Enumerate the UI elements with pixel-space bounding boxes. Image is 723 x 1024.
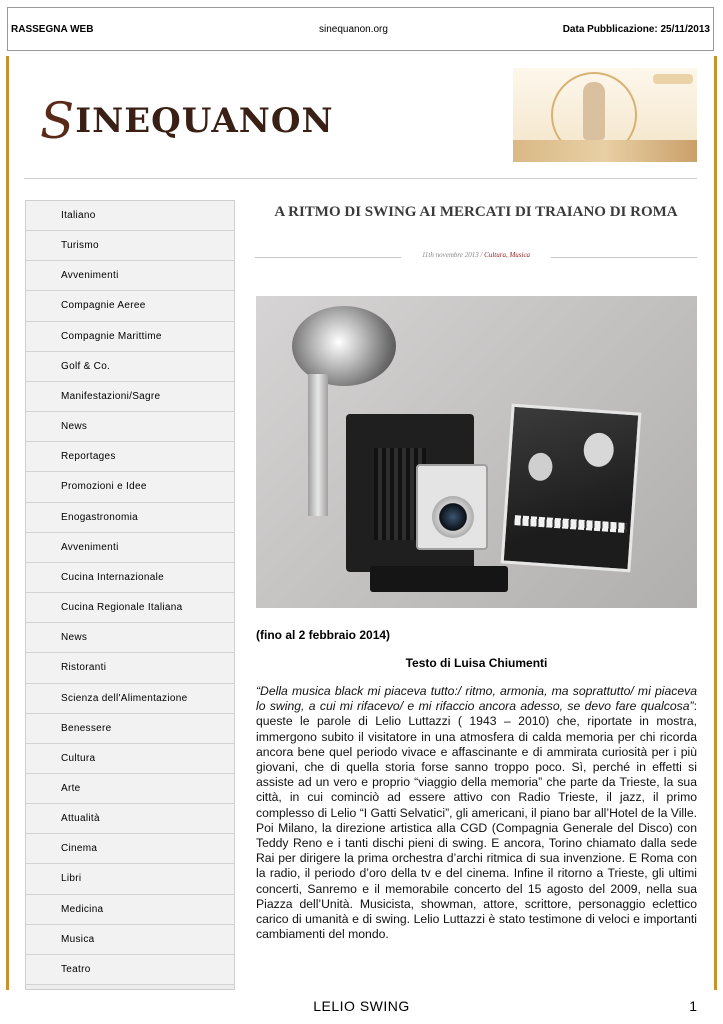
sidebar-item[interactable]: Medicina [26,895,234,925]
logo-initial: S [40,92,76,150]
exhibition-dates: (fino al 2 febbraio 2014) [256,628,391,642]
sidebar-item[interactable]: Teatro [26,955,234,985]
header-illustration [513,68,697,162]
sidebar-item[interactable]: Scienza dell'Alimentazione [26,684,234,714]
camera-lens [432,496,474,538]
sidebar-item[interactable]: Cultura [26,744,234,774]
header-source-type: RASSEGNA WEB [11,24,94,35]
sidebar-item[interactable]: Manifestazioni/Sagre [26,382,234,412]
article-categories-link[interactable]: Cultura, Musica [484,251,531,259]
article-quote: “Della musica black mi piaceva tutto:/ ritmo, armonia, ma soprattutto/ mi piaceva lo swing, a cui mi rifacevo/ e mi rifaccio ancora adesso, se devo fare qualcosa” [256,684,697,714]
sidebar-item[interactable]: Benessere [26,714,234,744]
article-title: A RITMO DI SWING AI MERCATI DI TRAIANO DI ROMA [274,204,678,220]
sidebar-item[interactable]: Turismo [26,231,234,261]
camera-base [370,566,508,592]
sidebar-item[interactable]: Cucina Regionale Italiana [26,593,234,623]
illustration-city [513,140,697,162]
meta-divider-left [255,257,401,258]
portrait-man [583,432,615,468]
sidebar-item[interactable]: Promozioni e Idee [26,472,234,502]
footer-title: LELIO SWING [313,998,410,1014]
portrait-piano [514,515,626,533]
header-site: sinequanon.org [319,24,388,35]
header-divider [24,178,697,179]
site-logo[interactable] [40,92,334,150]
sidebar-menu [25,200,235,990]
sidebar-item[interactable]: Arte [26,774,234,804]
vintage-portrait-photo [501,404,642,573]
flash-arm [308,374,328,516]
meta-text [401,251,551,259]
sidebar-item[interactable]: News [26,623,234,653]
sidebar-item[interactable]: Golf & Co. [26,352,234,382]
sidebar-item[interactable]: News [26,412,234,442]
portrait-woman [527,452,553,482]
sidebar-item[interactable]: Cinema [26,834,234,864]
sidebar-item[interactable]: Compagnie Marittime [26,322,234,352]
article-photo [256,296,697,608]
meta-separator: / [478,251,485,259]
article-meta [255,251,697,265]
sidebar-item[interactable]: Avvenimenti [26,261,234,291]
logo-text: INEQUANON [75,101,334,141]
sidebar-item[interactable]: Libri [26,864,234,894]
sidebar-item[interactable]: Cucina Internazionale [26,563,234,593]
article-text: : queste le parole di Lelio Luttazzi ( 1943 – 2010) che, riportate in mostra, immergono subito il visitatore in una atmosfera di calda memoria per chi ricorda ancora bene quel periodo vivace e affascinante e di ammirata curiosità per i più giovani, che di quella storia forse sanno troppo poco. Sì, perché in effetti si assiste ad un vero e proprio “viaggio della memoria” che parte da Trieste, la sua città, in cui cominciò ad essere attivo con Radio Trieste, il jazz, il primo complesso di Lelio “I Gatti Selvatici”, gli americani, il piano bar all’Hotel de la Ville. Poi Milano, la direzione artistica alla CGD (Compagnia Generale del Disco) con Teddy Reno e i tanti dischi pieni di swing. E ancora, Torino chiamato dalla sede Rai per dirigere la prima orchestra d’archi ritmica di sua invenzione. E Roma con la radio, il periodo d’oro della tv e del cinema. Infine il ritorno a Trieste, gli ultimi concerti, Sanremo e il memorabile concerto del 15 agosto del 2009, nella sua Piazza dell’Unità. Musicista, showman, attore, scrittore, personaggio eclettico carico di umanità e di swing. Lelio Luttazzi è stato testimone di veloci e importanti cambiamenti del mondo. [256,699,697,942]
sidebar-item[interactable]: Attualità [26,804,234,834]
article-body [256,684,697,942]
article-author: Testo di Luisa Chiumenti [405,656,548,670]
article-date: 11th novembre 2013 [421,251,479,259]
illustration-sky [653,74,693,84]
sidebar-item[interactable]: Reportages [26,442,234,472]
meta-divider-right [551,257,697,258]
sidebar-item[interactable]: Avvenimenti [26,533,234,563]
sidebar-item[interactable]: Musica [26,925,234,955]
header-publication-date: Data Pubblicazione: 25/11/2013 [562,24,710,35]
sidebar-item[interactable]: Enogastronomia [26,503,234,533]
sidebar-item[interactable]: Italiano [26,201,234,231]
sidebar-item[interactable]: Compagnie Aeree [26,291,234,321]
page-number: 1 [689,998,697,1014]
clipping-header [7,7,714,51]
illustration-figure [583,82,605,140]
sidebar-item[interactable]: Ristoranti [26,653,234,683]
